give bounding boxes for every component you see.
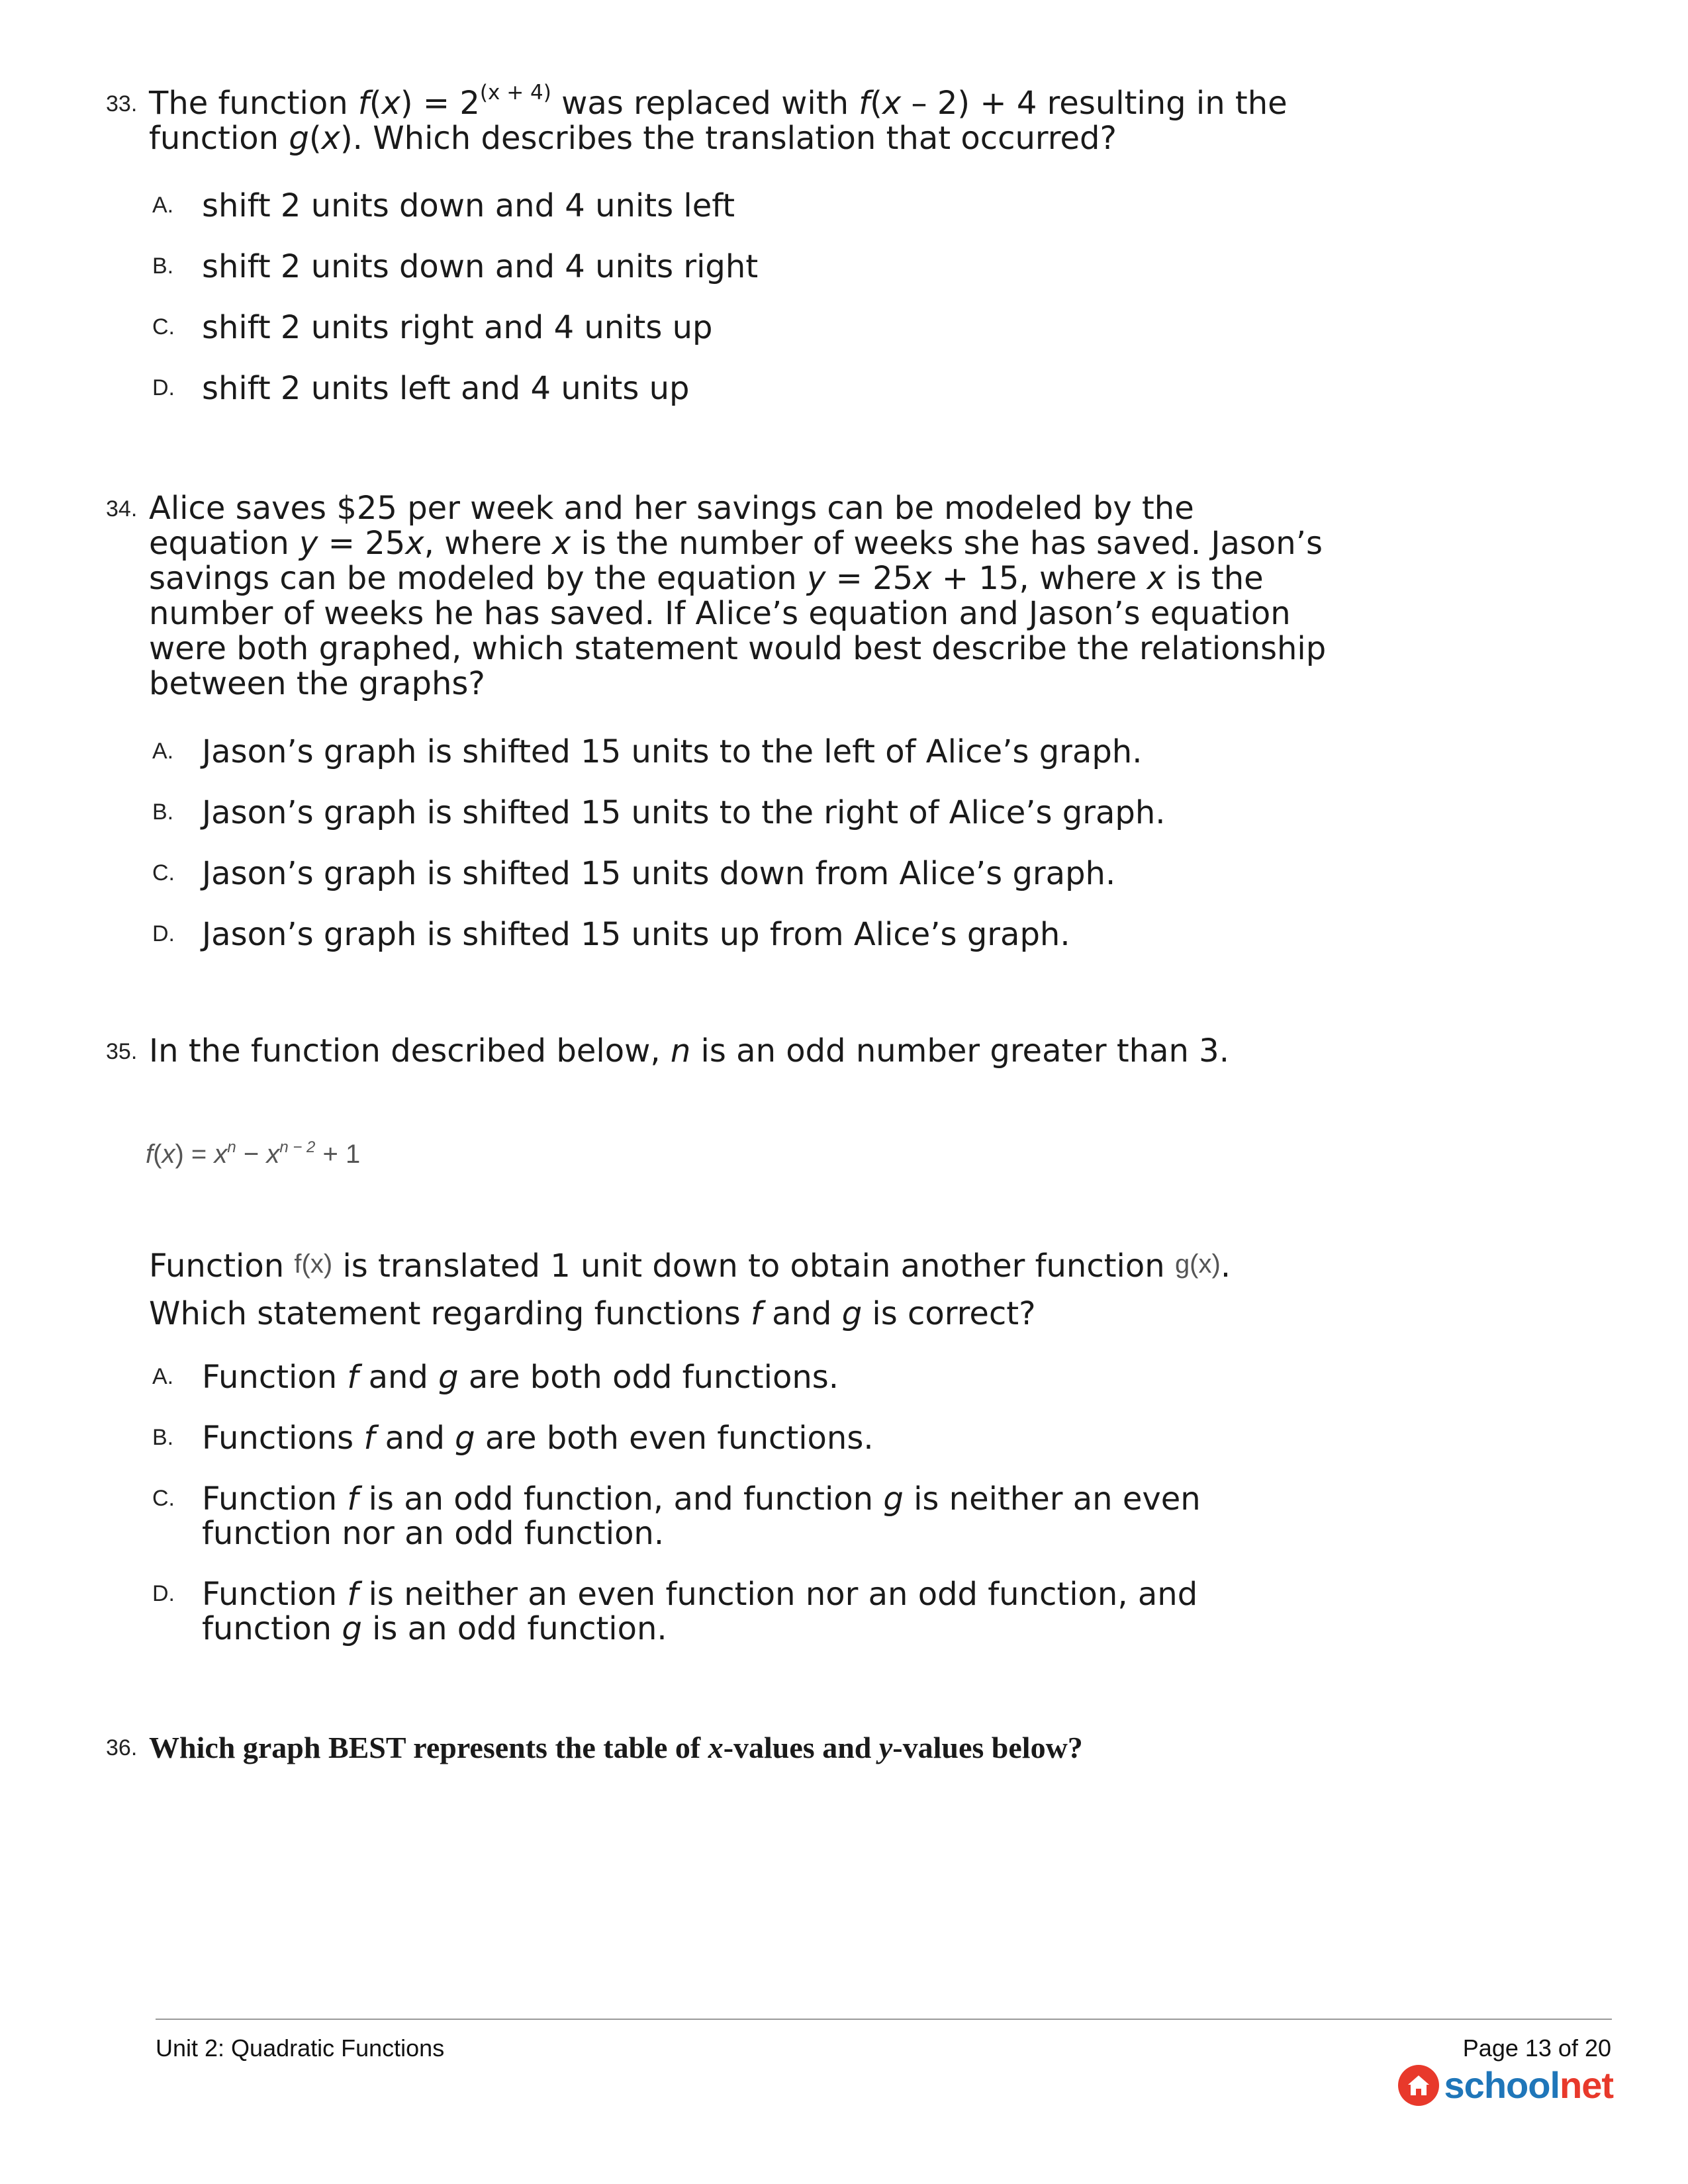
option-letter: A.: [152, 1364, 174, 1389]
footer-page-number: Page 13 of 20: [1462, 2034, 1611, 2062]
option-text: Jason’s graph is shifted 15 units down from Alice’s graph.: [202, 855, 1116, 892]
option-text: Jason’s graph is shifted 15 units to the left of Alice’s graph.: [202, 733, 1143, 770]
option-letter: A.: [152, 739, 174, 764]
option-text: shift 2 units right and 4 units up: [202, 309, 713, 346]
option-text: Functions f and g are both even functions.: [202, 1420, 874, 1457]
option-letter: B.: [152, 799, 174, 825]
question-text: In the function described below, n is an odd number greater than 3.: [149, 1032, 1229, 1069]
option-letter: B.: [152, 1425, 174, 1450]
option-letter: D.: [152, 1581, 175, 1606]
question-number: 33.: [106, 91, 138, 116]
option-text: shift 2 units down and 4 units right: [202, 248, 759, 285]
option-letter: D.: [152, 921, 175, 946]
question-number: 35.: [106, 1039, 138, 1064]
option-text: Function f is an odd function, and function g is neither an even function nor an odd function.: [202, 1480, 1201, 1552]
option-letter: C.: [152, 1486, 175, 1511]
option-text: Function f and g are both odd functions.: [202, 1359, 839, 1396]
question-number: 36.: [106, 1735, 138, 1760]
option-text: shift 2 units down and 4 units left: [202, 187, 735, 224]
schoolnet-logo: [1398, 2064, 1613, 2107]
question-text: The function $f(x) = 2^{(x + 4)}$ was replaced with f(x – 2) + 4 resulting in the function g(x). Which describes the translation that occurred?: [149, 81, 1288, 157]
question-stem-continued: Function f(x) is translated 1 unit down to obtain another function g(x). Which statement regarding functions f and g is correct?: [149, 1248, 1231, 1332]
option-text: Jason’s graph is shifted 15 units to the right of Alice’s graph.: [202, 794, 1166, 831]
option-text: Function f is neither an even function nor an odd function, and function g is an odd function.: [202, 1576, 1198, 1647]
question-text: Alice saves $25 per week and her savings can be modeled by the equation y = 25x, where x is the number of weeks she has saved. Jason’s savings can be modeled by the equation y = 25x + 15, where x is the number of weeks he has saved. If Alice’s equation and Jason’s equation were both graphed, which statement would best describe the relationship between the graphs?: [149, 490, 1327, 702]
option-letter: C.: [152, 860, 175, 886]
option-letter: B.: [152, 253, 174, 279]
question-text: Which graph BEST represents the table of x-values and y-values below?: [149, 1731, 1083, 1764]
option-text: shift 2 units left and 4 units up: [202, 370, 690, 407]
option-text: Jason’s graph is shifted 15 units up from Alice’s graph.: [202, 916, 1070, 953]
home-icon: [1398, 2065, 1439, 2106]
option-letter: D.: [152, 375, 175, 400]
option-letter: C.: [152, 314, 175, 340]
logo-wordmark: schoolnet: [1444, 2064, 1613, 2106]
question-number: 34.: [106, 496, 138, 522]
formula: $f(x) = x^n - x^{n - 2} + 1$: [146, 1138, 361, 1169]
option-letter: A.: [152, 193, 174, 218]
footer-unit-title: Unit 2: Quadratic Functions: [156, 2034, 445, 2062]
footer-divider: [156, 2019, 1612, 2020]
